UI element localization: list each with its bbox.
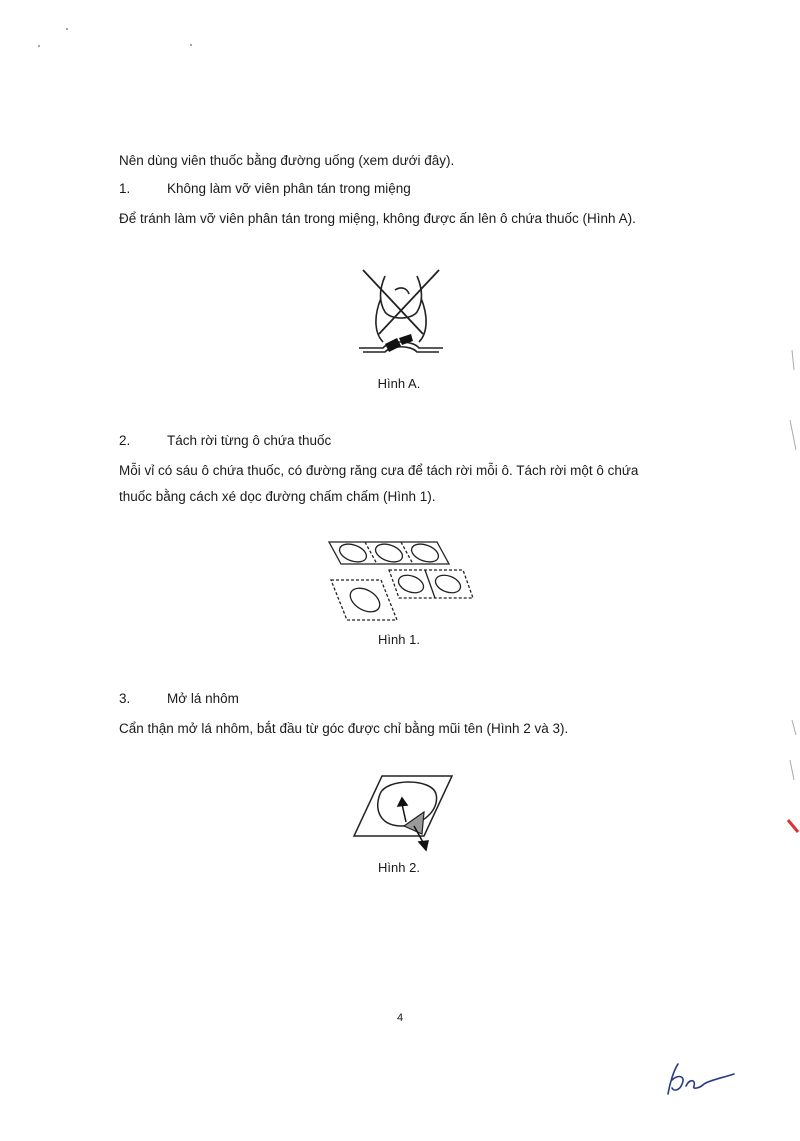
figure-1-caption: Hình 1. <box>378 632 420 647</box>
section-number: 1. <box>119 181 131 196</box>
peeled-corner-icon <box>404 812 424 834</box>
cross-out-icon <box>363 270 439 334</box>
figure-2-caption: Hình 2. <box>378 860 420 875</box>
section-text-1-line-1: Để tránh làm vỡ viên phân tán trong miệng, không được ấn lên ô chứa thuốc (Hình A). <box>119 211 636 226</box>
section-heading-3 <box>119 690 239 708</box>
section-heading-1 <box>119 180 411 198</box>
figure-a-caption: Hình A. <box>377 376 421 391</box>
section-text-3-line-1: Cẩn thận mở lá nhôm, bắt đầu từ góc được chỉ bằng mũi tên (Hình 2 và 3). <box>119 721 569 736</box>
section-number: 3. <box>119 691 131 706</box>
page-number: 4 <box>396 1012 404 1024</box>
scan-speck <box>190 44 192 46</box>
intro-text: Nên dùng viên thuốc bằng đường uống (xem dưới đây). <box>119 153 455 168</box>
handwritten-initials <box>660 1060 740 1100</box>
section-title: Mở lá nhôm <box>167 691 239 706</box>
scan-edge-marks <box>780 340 800 840</box>
section-title: Tách rời từng ô chứa thuốc <box>167 433 332 448</box>
scan-speck <box>66 28 68 30</box>
section-number: 2. <box>119 433 131 448</box>
section-heading-2 <box>119 432 331 450</box>
section-text-2-line-2: thuốc bằng cách xé dọc đường chấm chấm (Hình 1). <box>119 489 436 504</box>
figure-2-peel-foil-illustration <box>352 772 454 852</box>
figure-a-do-not-press-illustration <box>355 268 447 358</box>
section-text-2-line-1: Mỗi vỉ có sáu ô chứa thuốc, có đường răng cưa để tách rời mỗi ô. Tách rời một ô chứa <box>119 463 639 478</box>
blister-pack-icon <box>329 541 473 620</box>
section-title: Không làm vỡ viên phân tán trong miệng <box>167 181 411 196</box>
scan-speck <box>38 45 40 47</box>
figure-1-blister-separation-illustration <box>325 538 475 624</box>
